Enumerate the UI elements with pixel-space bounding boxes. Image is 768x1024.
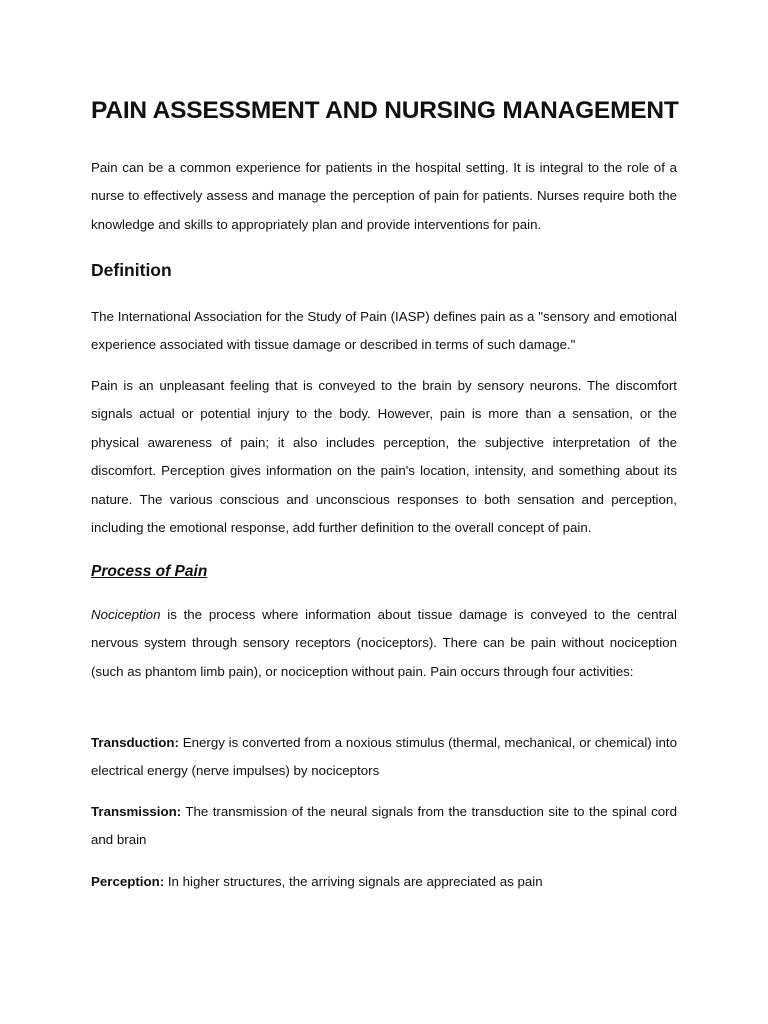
document-title: PAIN ASSESSMENT AND NURSING MANAGEMENT	[91, 97, 679, 124]
nociception-term: Nociception	[91, 607, 161, 622]
intro-paragraph: Pain can be a common experience for patients in the hospital setting. It is integral to the role of a nurse to effectively assess and manage the perception of pain for patients. Nurses require both the knowledge and skills to appropriately plan and provide interventions for pain.	[91, 160, 677, 232]
transmission-term: Transmission:	[91, 804, 182, 819]
transduction-term: Transduction:	[91, 735, 179, 750]
definition-heading: Definition	[91, 260, 172, 280]
nociception-text: is the process where information about tissue damage is conveyed to the central nervous system through sensory receptors (nociceptors). There can be pain without nociception (such as phantom limb pain), or nociception without pain. Pain occurs through four activities:	[91, 607, 677, 679]
definition-paragraph-2: Pain is an unpleasant feeling that is conveyed to the brain by sensory neurons. The discomfort signals actual or potential injury to the body. However, pain is more than a sensation, or the physical awareness of pain; it also includes perception, the subjective interpretation of the discomfort. Perception gives information on the pain's location, intensity, and something about its nature. The various conscious and unconscious responses to both sensation and perception, including the emotional response, add further definition to the overall concept of pain.	[91, 378, 677, 536]
process-of-pain-heading: Process of Pain	[91, 563, 208, 580]
perception-paragraph	[91, 868, 677, 896]
transduction-text: Energy is converted from a noxious stimulus (thermal, mechanical, or chemical) into electrical energy (nerve impulses) by nociceptors	[91, 735, 677, 779]
nociception-paragraph	[91, 601, 677, 686]
transduction-paragraph	[91, 729, 677, 786]
transmission-paragraph	[91, 798, 677, 855]
definition-paragraph-1: The International Association for the Study of Pain (IASP) defines pain as a "sensory and emotional experience associated with tissue damage or described in terms of such damage."	[91, 309, 677, 353]
transmission-text: The transmission of the neural signals from the transduction site to the spinal cord and brain	[91, 804, 677, 848]
perception-text: In higher structures, the arriving signals are appreciated as pain	[164, 874, 543, 889]
perception-term: Perception:	[91, 874, 165, 889]
